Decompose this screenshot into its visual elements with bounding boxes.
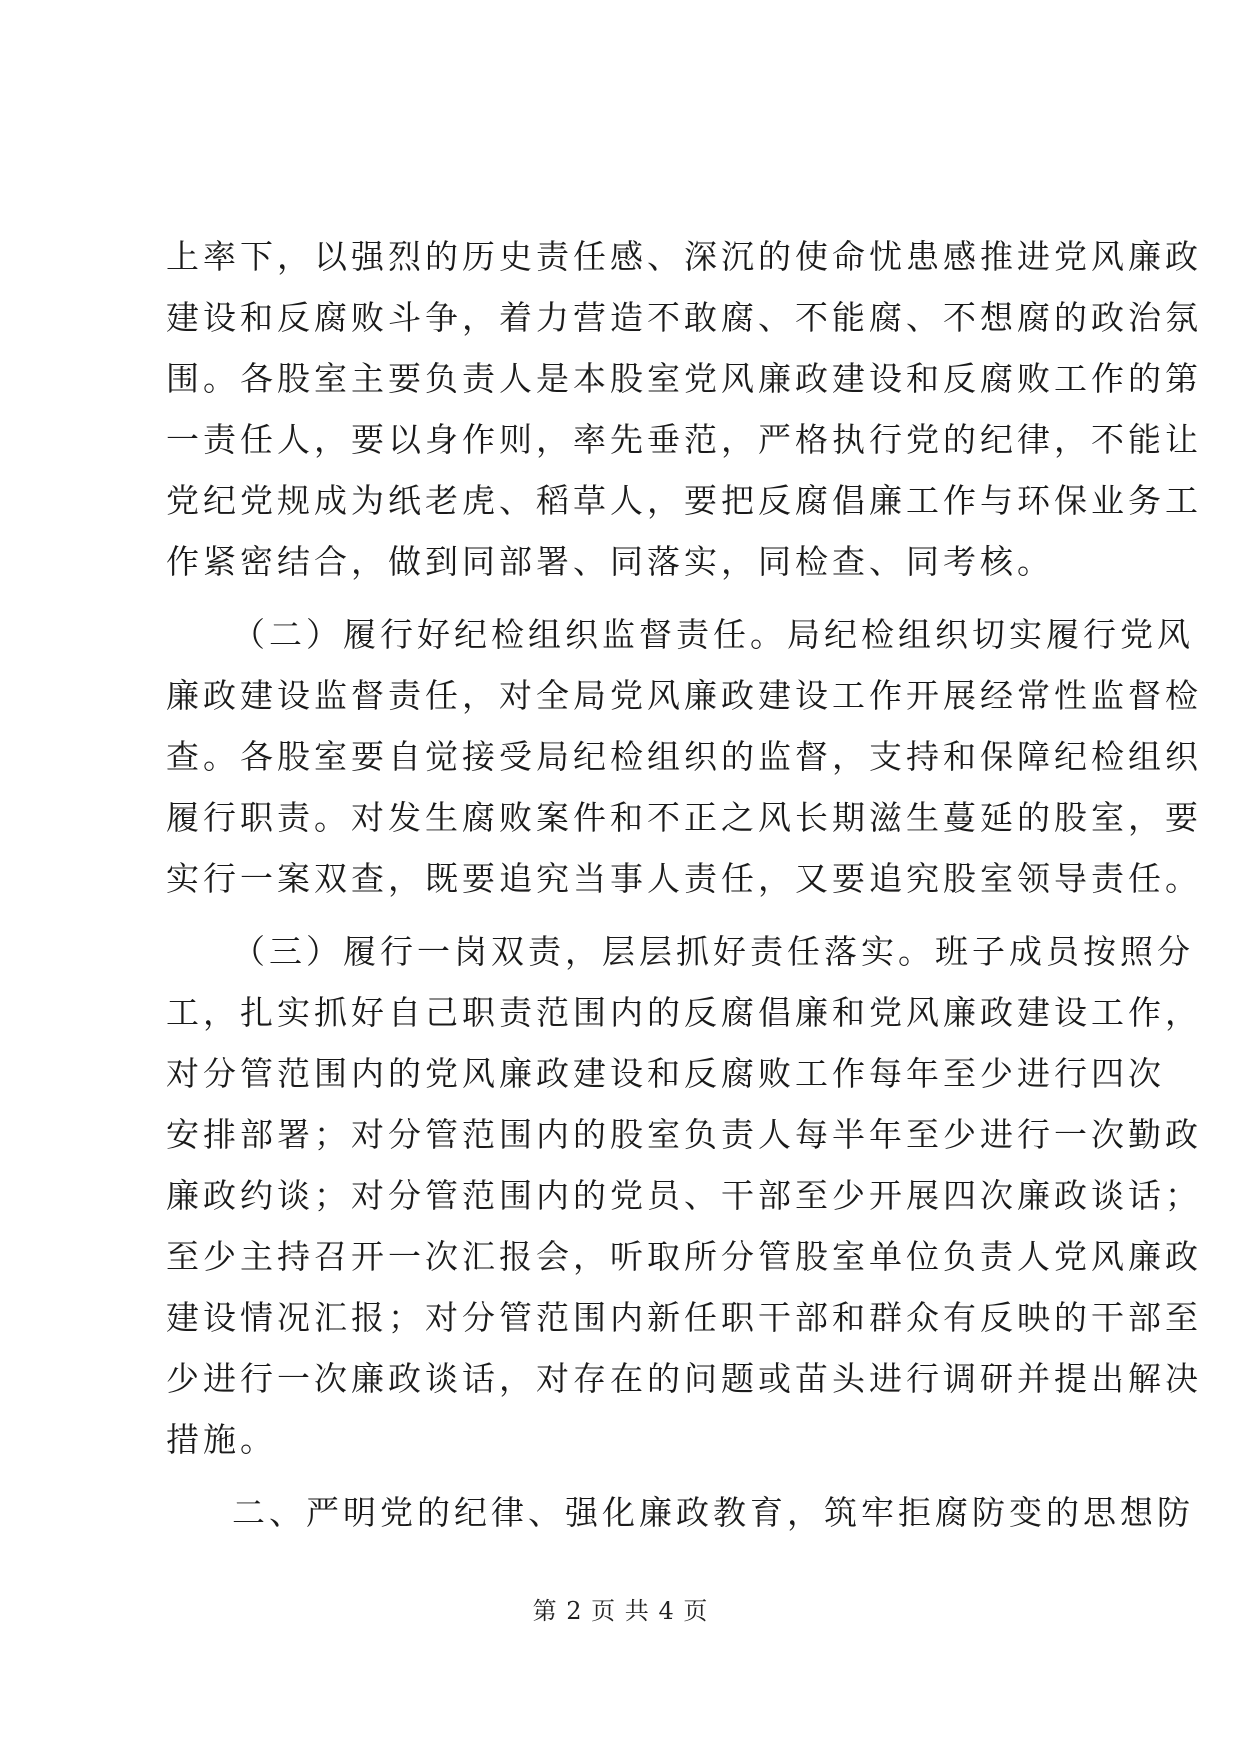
paragraph-section-3 [166, 921, 1202, 1470]
paragraph-section-2 [166, 604, 1202, 909]
paragraph-continuation [166, 226, 1202, 592]
text-line: 廉政约谈；对分管范围内的党员、干部至少开展四次廉政谈话； [166, 1176, 1202, 1215]
text-line: 实行一案双查，既要追究当事人责任，又要追究股室领导责任。 [166, 859, 1202, 898]
text-line: （三）履行一岗双责，层层抓好责任落实。班子成员按照分 [232, 932, 1194, 971]
text-line: 至少主持召开一次汇报会，听取所分管股室单位负责人党风廉政 [166, 1237, 1202, 1276]
text-line: 上率下，以强烈的历史责任感、深沉的使命忧患感推进党风廉政 [166, 237, 1202, 276]
text-line: 对分管范围内的党风廉政建设和反腐败工作每年至少进行四次 [166, 1054, 1165, 1093]
text-line: 一责任人，要以身作则，率先垂范，严格执行党的纪律，不能让 [166, 420, 1202, 459]
text-line: 围。各股室主要负责人是本股室党风廉政建设和反腐败工作的第 [166, 359, 1202, 398]
page-footer: 第 2 页 共 4 页 [532, 1597, 709, 1625]
text-line: 二、严明党的纪律、强化廉政教育，筑牢拒腐防变的思想防 [232, 1493, 1194, 1532]
paragraph-heading-2 [166, 1482, 1194, 1543]
text-line: 建设情况汇报；对分管范围内新任职干部和群众有反映的干部至 [166, 1298, 1202, 1337]
text-line: 工，扎实抓好自己职责范围内的反腐倡廉和党风廉政建设工作， [166, 993, 1202, 1032]
text-line: 建设和反腐败斗争，着力营造不敢腐、不能腐、不想腐的政治氛 [166, 298, 1202, 337]
text-line: （二）履行好纪检组织监督责任。局纪检组织切实履行党风 [232, 615, 1194, 654]
text-line: 查。各股室要自觉接受局纪检组织的监督，支持和保障纪检组织 [166, 737, 1202, 776]
text-line: 履行职责。对发生腐败案件和不正之风长期滋生蔓延的股室，要 [166, 798, 1202, 837]
text-line: 作紧密结合，做到同部署、同落实，同检查、同考核。 [166, 542, 1054, 581]
text-line: 少进行一次廉政谈话，对存在的问题或苗头进行调研并提出解决 [166, 1359, 1202, 1398]
text-line: 措施。 [166, 1420, 277, 1459]
text-line: 廉政建设监督责任，对全局党风廉政建设工作开展经常性监督检 [166, 676, 1202, 715]
text-line: 党纪党规成为纸老虎、稻草人，要把反腐倡廉工作与环保业务工 [166, 481, 1202, 520]
document-body [166, 226, 1202, 1543]
text-line: 安排部署；对分管范围内的股室负责人每半年至少进行一次勤政 [166, 1115, 1202, 1154]
